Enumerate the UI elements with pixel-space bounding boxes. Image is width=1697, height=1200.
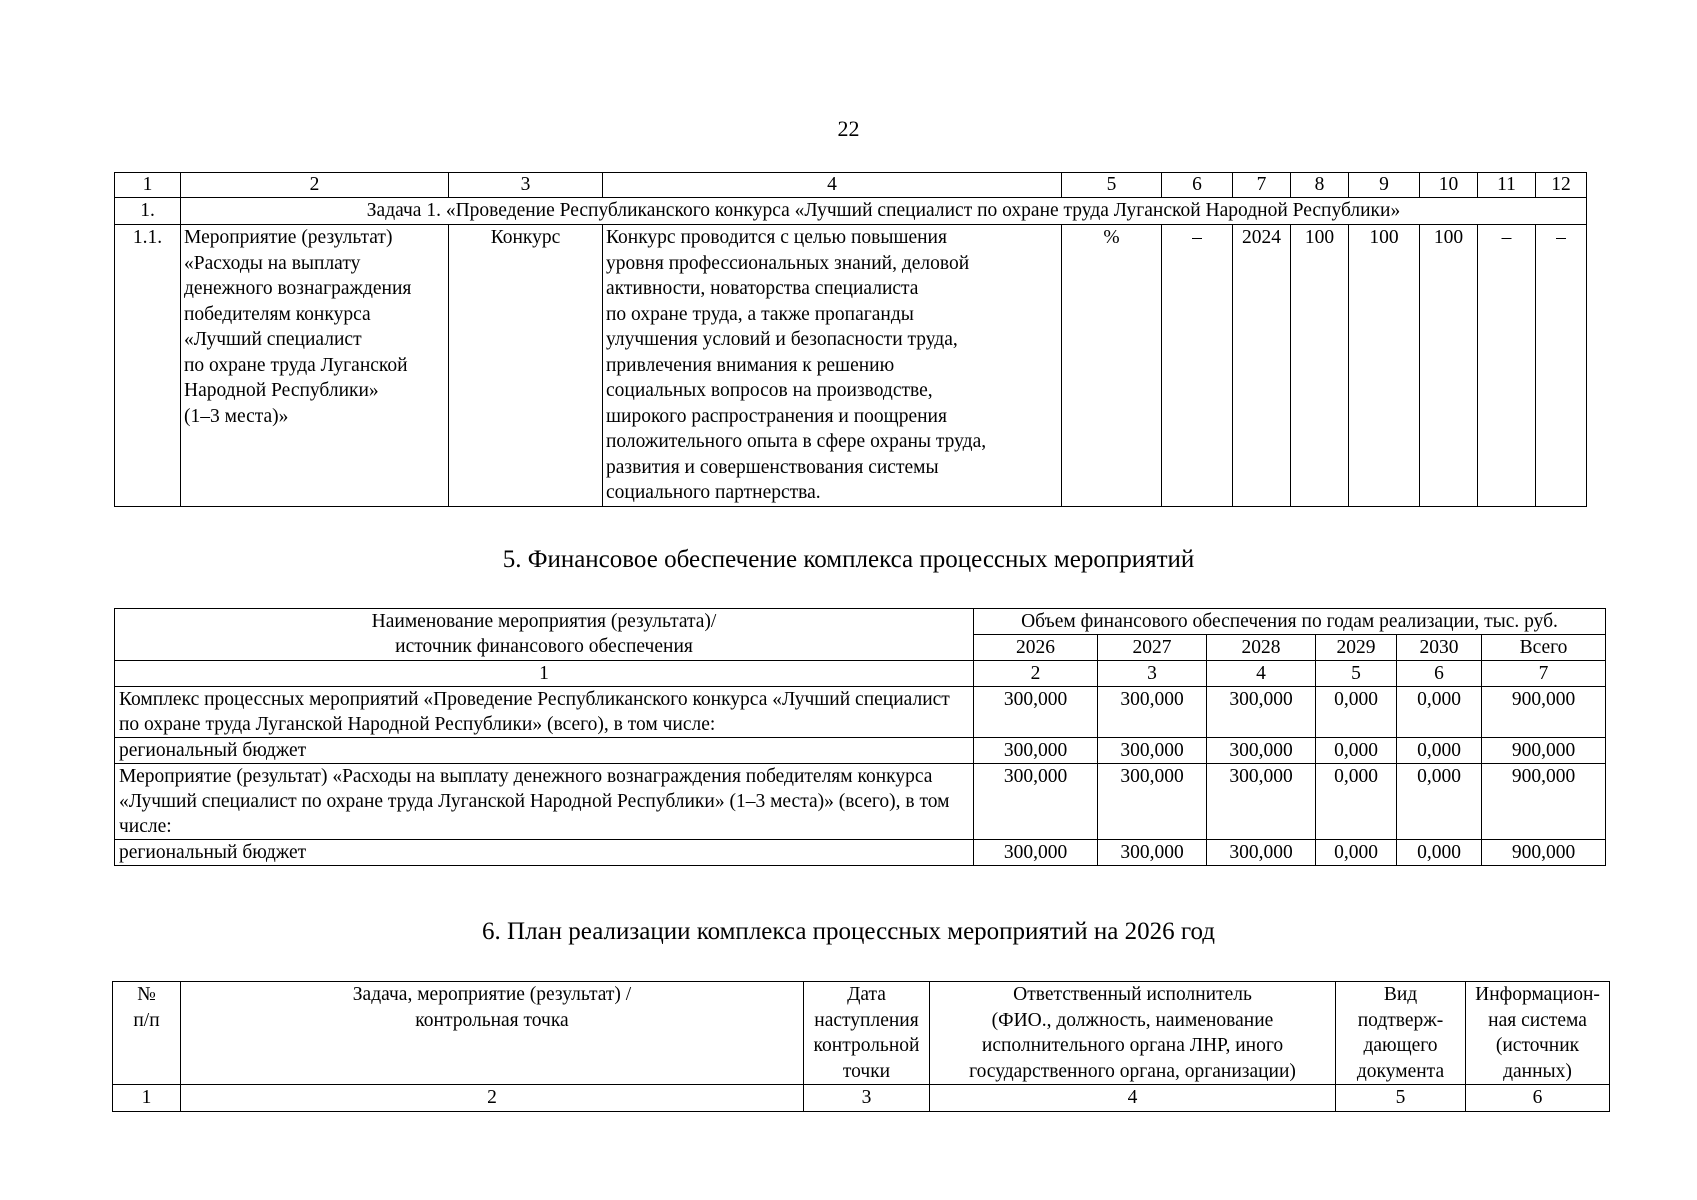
section-title: 6. План реализации комплекса процессных мероприятий на 2026 год <box>482 918 1215 945</box>
year-header: 2029 <box>1316 635 1397 661</box>
amount-cell: 300,000 <box>1207 687 1316 738</box>
col-number: 4 <box>1207 661 1316 687</box>
value-cell: – <box>1478 225 1536 507</box>
plan-table <box>112 981 1610 1112</box>
amount-cell: 0,000 <box>1316 764 1397 840</box>
value-cell: 100 <box>1349 225 1420 507</box>
col-number: 1 <box>115 173 181 198</box>
col-number: 5 <box>1316 661 1397 687</box>
row-name: региональный бюджет <box>115 840 974 866</box>
volume-header: Объем финансового обеспечения по годам реализации, тыс. руб. <box>974 609 1606 635</box>
col-number: 7 <box>1482 661 1606 687</box>
measure-description: Конкурс проводится с целью повышения уровня профессиональных знаний, деловой активности, новаторства специалиста по охране труда, а также пропаганды улучшения условий и безопасности труда, привлечения внимания к решению социальных вопросов на производстве, широкого распространения и поощрения положительного опыта в сфере охраны труда, развития и совершенствования системы социального партнерства. <box>603 225 1062 507</box>
row-number: 1.1. <box>115 225 181 507</box>
amount-cell: 300,000 <box>1098 687 1207 738</box>
col-number: 3 <box>1098 661 1207 687</box>
table-row <box>115 225 1587 507</box>
header-row <box>115 609 1606 635</box>
col-number: 6 <box>1397 661 1482 687</box>
col-number: 2 <box>181 173 449 198</box>
measure-name: Мероприятие (результат) «Расходы на выплату денежного вознаграждения победителям конкурса «Лучший специалист по охране труда Луганской Народной Республики» (1–3 места)» <box>181 225 449 507</box>
column-header: Дата наступления контрольной точки <box>804 982 930 1085</box>
financing-table <box>114 608 1606 866</box>
amount-cell: 0,000 <box>1316 738 1397 764</box>
year-header: 2028 <box>1207 635 1316 661</box>
amount-cell: 0,000 <box>1316 840 1397 866</box>
year-header: 2026 <box>974 635 1098 661</box>
page-number: 22 <box>837 116 860 141</box>
amount-cell: 0,000 <box>1397 738 1482 764</box>
col-number: 4 <box>930 1085 1336 1112</box>
amount-cell: 300,000 <box>1207 840 1316 866</box>
column-number-row <box>115 661 1606 687</box>
col-number: 3 <box>449 173 603 198</box>
amount-cell: 300,000 <box>1098 764 1207 840</box>
col-number: 8 <box>1291 173 1349 198</box>
row-name: региональный бюджет <box>115 738 974 764</box>
amount-cell: 900,000 <box>1482 687 1606 738</box>
task-row <box>115 198 1587 225</box>
column-header: № п/п <box>113 982 181 1085</box>
table-row <box>115 840 1606 866</box>
col-number: 9 <box>1349 173 1420 198</box>
total-header: Всего <box>1482 635 1606 661</box>
column-number-row <box>113 1085 1610 1112</box>
amount-cell: 900,000 <box>1482 764 1606 840</box>
value-cell: 100 <box>1291 225 1349 507</box>
amount-cell: 300,000 <box>1098 840 1207 866</box>
section-title: 5. Финансовое обеспечение комплекса процессных мероприятий <box>502 546 1195 573</box>
col-number: 5 <box>1336 1085 1466 1112</box>
value-cell: – <box>1162 225 1233 507</box>
year-header: 2027 <box>1098 635 1207 661</box>
amount-cell: 0,000 <box>1316 687 1397 738</box>
task-title: Задача 1. «Проведение Республиканского конкурса «Лучший специалист по охране труда Луганской Народной Республики» <box>181 198 1587 225</box>
amount-cell: 300,000 <box>974 764 1098 840</box>
col-number: 1 <box>115 661 974 687</box>
amount-cell: 300,000 <box>974 840 1098 866</box>
col-number: 5 <box>1062 173 1162 198</box>
amount-cell: 900,000 <box>1482 738 1606 764</box>
col-number: 2 <box>974 661 1098 687</box>
table-row <box>115 764 1606 840</box>
col-number: 4 <box>603 173 1062 198</box>
amount-cell: 300,000 <box>1207 738 1316 764</box>
amount-cell: 0,000 <box>1397 687 1482 738</box>
column-number-row <box>115 173 1587 198</box>
amount-cell: 300,000 <box>974 687 1098 738</box>
table-row <box>115 687 1606 738</box>
column-header: Вид подтверж- дающего документа <box>1336 982 1466 1085</box>
col-number: 6 <box>1162 173 1233 198</box>
header-row <box>113 982 1610 1085</box>
task-number: 1. <box>115 198 181 225</box>
col-number: 2 <box>181 1085 804 1112</box>
col-number: 3 <box>804 1085 930 1112</box>
row-name: Мероприятие (результат) «Расходы на выплату денежного вознаграждения победителям конкурса «Лучший специалист по охране труда Луганской Народной Республики» (1–3 места)» (всего), в том числе: <box>115 764 974 840</box>
value-cell: – <box>1536 225 1587 507</box>
amount-cell: 300,000 <box>1098 738 1207 764</box>
col-number: 1 <box>113 1085 181 1112</box>
col-number: 6 <box>1466 1085 1610 1112</box>
column-header: Информацион- ная система (источник данных) <box>1466 982 1610 1085</box>
amount-cell: 900,000 <box>1482 840 1606 866</box>
col-number: 7 <box>1233 173 1291 198</box>
year-header: 2030 <box>1397 635 1482 661</box>
col-number: 11 <box>1478 173 1536 198</box>
unit-cell: % <box>1062 225 1162 507</box>
column-header: Задача, мероприятие (результат) / контрольная точка <box>181 982 804 1085</box>
amount-cell: 300,000 <box>974 738 1098 764</box>
value-cell: 100 <box>1420 225 1478 507</box>
measure-type: Конкурс <box>449 225 603 507</box>
amount-cell: 0,000 <box>1397 764 1482 840</box>
col-number: 10 <box>1420 173 1478 198</box>
amount-cell: 0,000 <box>1397 840 1482 866</box>
row-name: Комплекс процессных мероприятий «Проведение Республиканского конкурса «Лучший специалист по охране труда Луганской Народной Республики» (всего), в том числе: <box>115 687 974 738</box>
amount-cell: 300,000 <box>1207 764 1316 840</box>
indicators-table <box>114 172 1587 507</box>
table-row <box>115 738 1606 764</box>
col-number: 12 <box>1536 173 1587 198</box>
column-header: Ответственный исполнитель (ФИО., должность, наименование исполнительного органа ЛНР, иного государственного органа, организации) <box>930 982 1336 1085</box>
name-column-header: Наименование мероприятия (результата)/ источник финансового обеспечения <box>115 609 974 661</box>
value-cell: 2024 <box>1233 225 1291 507</box>
